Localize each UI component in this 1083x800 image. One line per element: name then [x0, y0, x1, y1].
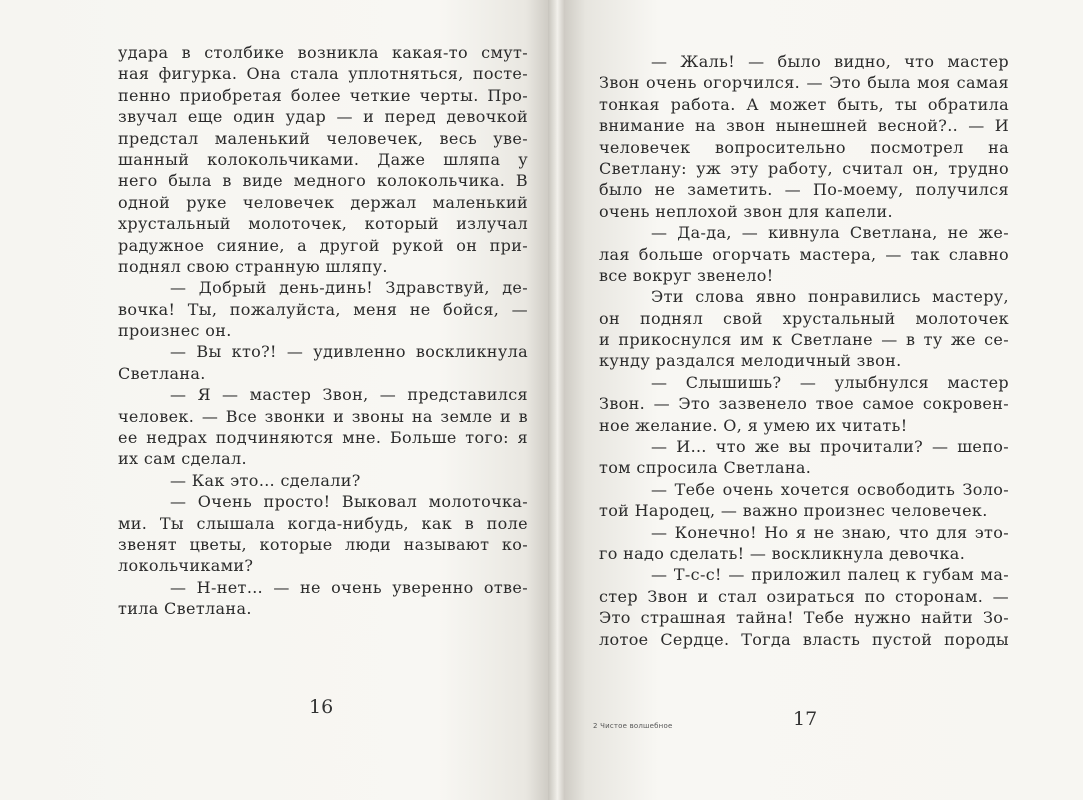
text-line: Это страшная тайна! Тебе нужно найти Зо-: [599, 608, 1009, 628]
text-line: — Добрый день-динь! Здравствуй, де-: [170, 278, 528, 298]
text-line: лая больше огорчать мастера, — так славно: [599, 244, 1009, 264]
text-line: было не заметить. — По-моему, получился: [599, 180, 1009, 200]
text-line: — Жаль! — было видно, что мастер: [651, 52, 1009, 71]
right-page: [565, 0, 1083, 800]
text-line: Светлана.: [118, 363, 206, 383]
text-line: — Очень просто! Выковал молоточка-: [170, 492, 528, 512]
text-line: вочка! Ты, пожалуйста, меня не бойся, —: [118, 299, 528, 319]
text-line: ее недрах подчиняются мне. Больше того: я: [118, 428, 528, 448]
text-line: — И… что же вы прочитали? — шепо-: [651, 437, 1009, 457]
text-line: поднял свою странную шляпу.: [118, 256, 388, 276]
text-line: него была в виде медного колокольчика. В: [118, 171, 528, 191]
text-line: ми. Ты слышала когда-нибудь, как в поле: [118, 513, 528, 533]
right-page-text: [599, 51, 1009, 650]
text-line: внимание на звон нынешней весной?.. — И: [599, 116, 1009, 136]
left-page-text: [118, 42, 528, 620]
text-line: том спросила Светлана.: [599, 458, 812, 478]
text-line: их сам сделал.: [118, 449, 247, 469]
text-line: человек. — Все звонки и звоны на земле и в: [118, 406, 528, 426]
text-line: очень неплохой звон для капели.: [599, 201, 893, 221]
text-line: произнес он.: [118, 321, 232, 341]
text-line: все вокруг звенело!: [599, 265, 774, 285]
text-line: — Слышишь? — улыбнулся мастер: [651, 372, 1009, 392]
text-line: — Да-да, — кивнула Светлана, не же-: [651, 223, 1009, 243]
text-line: ная фигурка. Она стала уплотняться, посте-: [118, 64, 528, 84]
text-line: он поднял свой хрустальный молоточек: [599, 308, 1009, 328]
text-line: звенят цветы, которые люди называют ко-: [118, 534, 528, 554]
text-line: предстал маленький человечек, весь уве-: [118, 128, 528, 148]
text-line: — Тебе очень хочется освободить Золо-: [651, 479, 1009, 499]
text-line: той Народец, — важно произнес человечек.: [599, 501, 988, 521]
text-line: стер Звон и стал озираться по сторонам. —: [599, 586, 1009, 606]
text-line: кунду раздался мелодичный звон.: [599, 351, 902, 371]
text-line: хрустальный молоточек, который излучал: [118, 214, 528, 234]
signature-footer-note: 2 Чистое волшебное: [593, 722, 673, 730]
text-line: — Т-с-с! — приложил палец к губам ма-: [651, 565, 1009, 585]
text-line: го надо сделать! — воскликнула девочка.: [599, 543, 966, 563]
left-page-number: 16: [309, 696, 334, 718]
text-line: Звон очень огорчился. — Это была моя самая: [599, 73, 1009, 93]
text-line: локольчиками?: [118, 556, 254, 576]
text-line: Эти слова явно понравились мастеру,: [651, 287, 1009, 307]
text-line: ное желание. О, я умею их читать!: [599, 415, 908, 435]
text-line: радужное сияние, а другой рукой он при-: [118, 235, 528, 255]
text-line: — Вы кто?! — удивленно воскликнула: [170, 342, 528, 362]
right-page-number: 17: [793, 708, 818, 730]
text-line: тонкая работа. А может быть, ты обратила: [599, 94, 1009, 114]
text-line: шанный колокольчиками. Даже шляпа у: [118, 149, 528, 169]
book-gutter: [548, 0, 565, 800]
text-line: — Как это… сделали?: [170, 470, 361, 490]
text-line: человечек вопросительно посмотрел на: [599, 137, 1009, 157]
text-line: и прикоснулся им к Светлане — в ту же се-: [599, 330, 1009, 350]
text-line: Звон. — Это зазвенело твое самое сокровен-: [599, 394, 1009, 414]
text-line: Светлану: уж эту работу, считал он, трудно: [599, 158, 1009, 178]
text-line: тила Светлана.: [118, 599, 252, 619]
text-line: звучал еще один удар — и перед девочкой: [118, 107, 528, 127]
text-line: — Н-нет… — не очень уверенно отве-: [170, 577, 528, 597]
text-line: одной руке человечек держал маленький: [118, 192, 528, 212]
text-line: лотое Сердце. Тогда власть пустой породы: [599, 629, 1009, 649]
text-line: — Конечно! Но я не знаю, что для это-: [651, 522, 1009, 542]
text-line: удара в столбике возникла какая-то смут-: [118, 43, 528, 62]
text-line: — Я — мастер Звон, — представился: [170, 385, 528, 405]
text-line: пенно приобретая более четкие черты. Про-: [118, 85, 528, 105]
